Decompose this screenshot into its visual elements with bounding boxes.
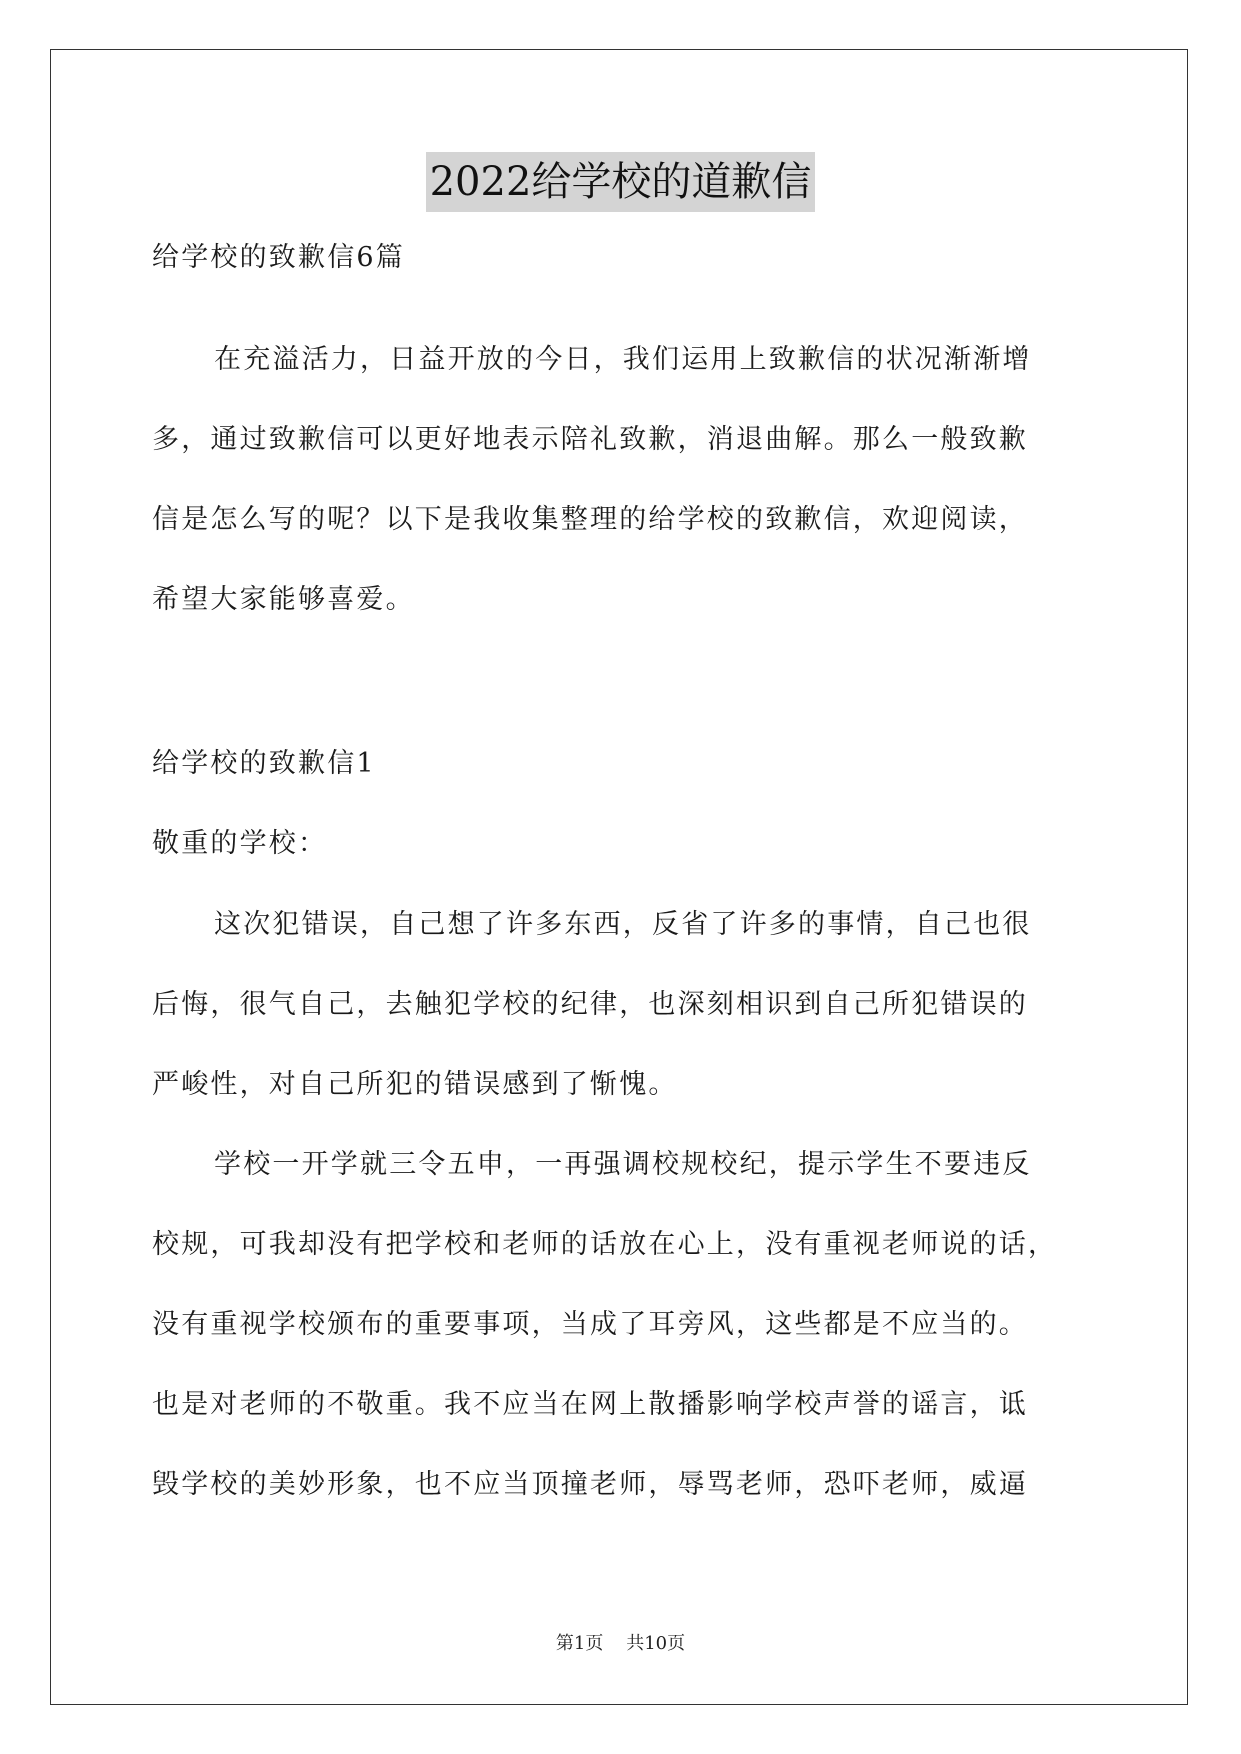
paragraph-line: 这次犯错误，自己想了许多东西，反省了许多的事情，自己也很 — [214, 909, 1032, 940]
paragraph-line: 后悔，很气自己，去触犯学校的纪律，也深刻相识到自己所犯错误的 — [152, 989, 1028, 1020]
document-title: 2022给学校的道歉信 — [426, 152, 816, 212]
paragraph-line: 信是怎么写的呢？以下是我收集整理的给学校的致歉信，欢迎阅读， — [152, 504, 1028, 535]
paragraph-line: 也是对老师的不敬重。我不应当在网上散播影响学校声誉的谣言，诋 — [152, 1389, 1028, 1420]
section-heading: 给学校的致歉信1 — [152, 748, 376, 779]
paragraph-line: 多，通过致歉信可以更好地表示陪礼致歉，消退曲解。那么一般致歉 — [152, 424, 1028, 455]
salutation: 敬重的学校： — [152, 828, 328, 859]
paragraph-line: 希望大家能够喜爱。 — [152, 584, 415, 615]
paragraph-line: 没有重视学校颁布的重要事项，当成了耳旁风，这些都是不应当的。 — [152, 1309, 1028, 1340]
page-footer — [0, 1632, 1241, 1656]
title-container — [0, 152, 1241, 212]
page-number: 第1页 — [555, 1633, 604, 1654]
paragraph-line: 校规，可我却没有把学校和老师的话放在心上，没有重视老师说的话， — [152, 1229, 1058, 1260]
paragraph-line: 毁学校的美妙形象，也不应当顶撞老师，辱骂老师，恐吓老师，威逼 — [152, 1469, 1028, 1500]
page-border — [50, 49, 1188, 1705]
subtitle: 给学校的致歉信6篇 — [152, 242, 405, 273]
paragraph-line: 在充溢活力，日益开放的今日，我们运用上致歉信的状况渐渐增 — [214, 344, 1032, 375]
paragraph-line: 学校一开学就三令五申，一再强调校规校纪，提示学生不要违反 — [214, 1149, 1032, 1180]
page-total: 共10页 — [626, 1633, 686, 1654]
paragraph-line: 严峻性，对自己所犯的错误感到了惭愧。 — [152, 1069, 678, 1100]
